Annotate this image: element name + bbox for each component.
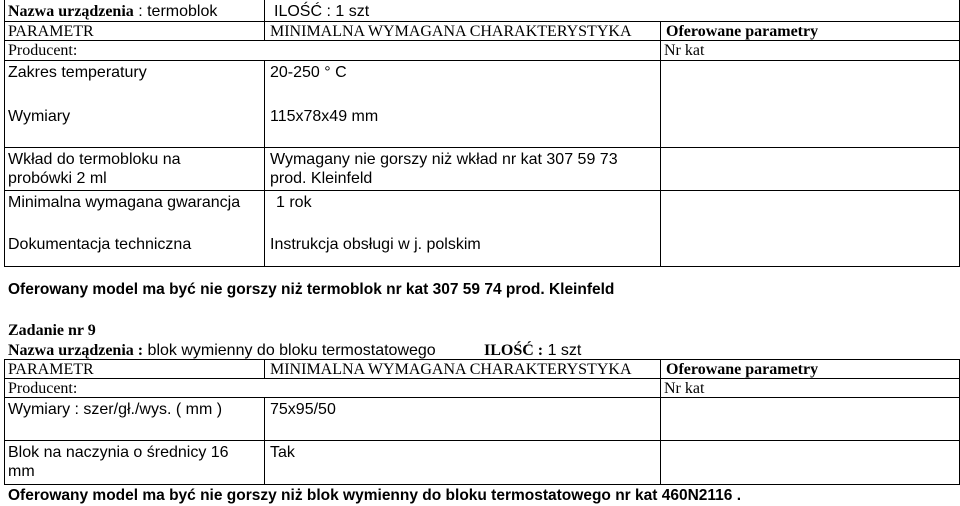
device-name-label-2: Nazwa urządzenia : (8, 342, 144, 359)
value-insert-line1: Wymagany nie gorszy niż wkład nr kat 307 59 73 (270, 151, 618, 168)
value-documentation: Instrukcja obsługi w j. polskim (270, 236, 481, 253)
quantity (274, 3, 369, 21)
device-name-row (8, 3, 217, 21)
column-header-min-spec: MINIMALNA WYMAGANA CHARAKTERYSTYKA (270, 23, 632, 40)
value-warranty: 1 rok (276, 194, 312, 211)
device-name-value: : termoblok (133, 3, 218, 20)
quantity-value: : 1 szt (322, 3, 370, 20)
catalog-number-label: Nr kat (664, 42, 705, 59)
param-dimensions: Wymiary (8, 108, 71, 125)
producer-label-2: Producent: (8, 380, 78, 397)
column-header-offered: Oferowane parametry (666, 23, 819, 40)
value-insert-line2: prod. Kleinfeld (270, 170, 373, 187)
param-dimensions-2: Wymiary : szer/gł./wys. ( mm ) (8, 401, 223, 418)
quantity-value-2: 1 szt (543, 342, 582, 359)
value-dimensions: 115x78x49 mm (270, 108, 379, 125)
table-1-footer: Oferowany model ma być nie gorszy niż termoblok nr kat 307 59 74 prod. Kleinfeld (8, 281, 615, 298)
param-insert-line2: probówki 2 ml (8, 170, 107, 187)
param-temperature-range: Zakres temperatury (8, 64, 147, 81)
param-vessel-block-line2: mm (8, 463, 35, 480)
param-warranty: Minimalna wymagana gwarancja (8, 194, 241, 211)
device-name-row-2 (8, 342, 436, 360)
producer-label: Producent: (8, 42, 78, 59)
quantity-2 (484, 342, 581, 360)
value-dimensions-2: 75x95/50 (270, 401, 336, 418)
table-2-footer: Oferowany model ma być nie gorszy niż blok wymienny do bloku termostatowego nr kat 460N2116 . (8, 487, 742, 504)
catalog-number-label-2: Nr kat (664, 380, 705, 397)
value-temperature-range: 20-250 ° C (270, 64, 347, 81)
device-name-label: Nazwa urządzenia (8, 3, 134, 20)
quantity-label: ILOŚĆ (274, 3, 323, 20)
column-header-param-2: PARAMETR (8, 361, 94, 378)
task-heading: Zadanie nr 9 (8, 322, 96, 339)
column-header-param: PARAMETR (8, 23, 94, 40)
param-vessel-block-line1: Blok na naczynia o średnicy 16 (8, 444, 229, 461)
device-name-value-2: blok wymienny do bloku termostatowego (143, 342, 436, 359)
value-vessel-block: Tak (270, 444, 295, 461)
column-header-min-spec-2: MINIMALNA WYMAGANA CHARAKTERYSTYKA (270, 361, 632, 378)
param-documentation: Dokumentacja techniczna (8, 236, 192, 253)
column-header-offered-2: Oferowane parametry (666, 361, 819, 378)
quantity-label-2: ILOŚĆ : (484, 342, 544, 359)
param-insert-line1: Wkład do termobloku na (8, 151, 181, 168)
